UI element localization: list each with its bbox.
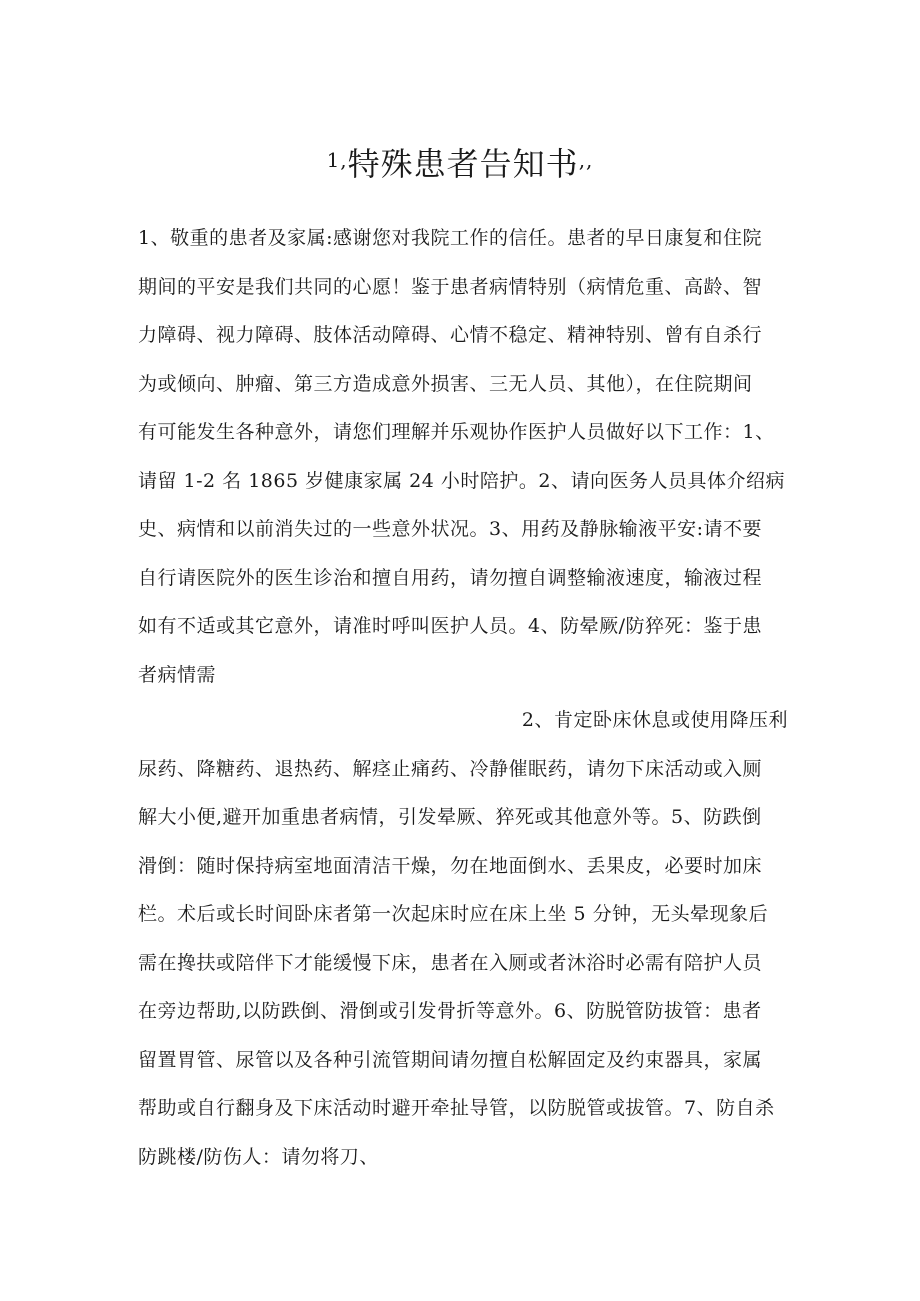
paragraph-line: 防跳楼/防伤人：请勿将刀、 (138, 1145, 379, 1168)
document-title (0, 140, 920, 184)
paragraph-line: 留置胃管、尿管以及各种引流管期间请勿擅自松解固定及约束器具，家属 (138, 1048, 763, 1071)
paragraph-line: 期间的平安是我们共同的心愿！鉴于患者病情特别（病情危重、高龄、智 (138, 275, 763, 298)
paragraph-line: 帮助或自行翻身及下床活动时避开牵扯导管，以防脱管或拔管。7、防自杀 (138, 1097, 775, 1119)
paragraph-line: 2、肯定卧床休息或使用降压利 (521, 709, 788, 731)
paragraph-1 (138, 214, 788, 699)
paragraph-line: 史、病情和以前消失过的一些意外状况。3、用药及静脉输液平安:请不要 (138, 518, 762, 540)
paragraph-line: 自行请医院外的医生诊治和擅自用药，请勿擅自调整输液速度，输液过程 (138, 566, 763, 589)
paragraph-line: 栏。术后或长时间卧床者第一次起床时应在床上坐 5 分钟，无头晕现象后 (138, 903, 769, 925)
paragraph-line: 如有不适或其它意外，请准时呼叫医护人员。4、防晕厥/防猝死：鉴于患 (138, 615, 762, 637)
paragraph-line: 需在搀扶或陪伴下才能缓慢下床，患者在入厕或者沐浴时必需有陪护人员 (138, 951, 763, 974)
title-text: 特殊患者告知书 (347, 145, 579, 183)
title-prefix: 1, (326, 148, 348, 172)
paragraph-line: 滑倒：随时保持病室地面清洁干燥，勿在地面倒水、丢果皮，必要时加床 (138, 854, 763, 877)
paragraph-line: 请留 1-2 名 1865 岁健康家属 24 小时陪护。2、请向医务人员具体介绍病 (138, 469, 785, 492)
paragraph-line: 为或倾向、肿瘤、第三方造成意外损害、三无人员、其他），在住院期间 (138, 372, 753, 395)
paragraph-line: 尿药、降糖药、退热药、解痉止痛药、冷静催眠药，请勿下床活动或入厕 (138, 757, 763, 780)
paragraph-line: 1、敬重的患者及家属:感谢您对我院工作的信任。患者的早日康复和住院 (138, 227, 762, 249)
paragraph-line: 解大小便,避开加重患者病情，引发晕厥、猝死或其他意外等。5、防跌倒 (138, 806, 762, 828)
title-suffix: ,, (578, 148, 594, 172)
paragraph-line: 力障碍、视力障碍、肢体活动障碍、心情不稳定、精神特别、曾有自杀行 (138, 324, 763, 346)
paragraph-line: 有可能发生各种意外，请您们理解并乐观协作医护人员做好以下工作：1、 (138, 421, 775, 443)
paragraph-line: 者病情需 (138, 663, 217, 686)
paragraph-2 (138, 696, 788, 1181)
paragraph-line: 在旁边帮助,以防跌倒、滑倒或引发骨折等意外。6、防脱管防拔管：患者 (138, 1000, 762, 1022)
